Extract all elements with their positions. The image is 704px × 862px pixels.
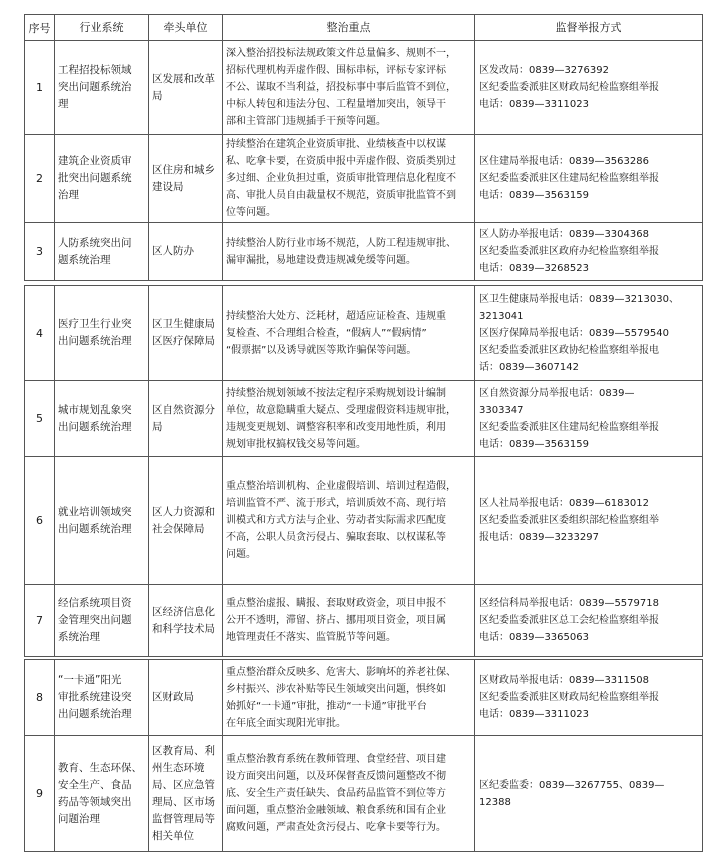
cell-focus-line: 高、审批人员自由裁量权不规范，资质审批监管不到	[226, 190, 456, 201]
cell-focus-line: 重点整治虚报、瞒报、套取财政资金，项目申报不	[226, 598, 446, 609]
cell-lead-line: 区经济信息化	[152, 605, 215, 618]
cell-lead	[149, 41, 223, 135]
cell-lead-line: 建设局	[152, 180, 184, 193]
cell-lead	[149, 457, 223, 585]
cell-report	[475, 135, 703, 223]
table-row	[25, 381, 703, 457]
cell-report-line: 电话：0839—3268523	[479, 263, 589, 274]
cell-lead	[149, 585, 223, 657]
header-row	[25, 15, 703, 41]
cell-focus-line: “假票据”以及诱导就医等欺诈骗保等问题。	[226, 344, 417, 356]
cell-report-line: 电话：0839—3311023	[479, 99, 589, 110]
cell-sector-line: 理	[58, 98, 69, 110]
cell-no: 3	[25, 223, 55, 281]
table-row	[25, 457, 703, 585]
cell-lead-line: 社会保障局	[152, 522, 205, 535]
cell-focus-line: 地管理责任不落实、监管脱节等问题。	[226, 632, 396, 643]
cell-focus-line: 私、吃拿卡要，在资质申报中弄虚作假、资质类别过	[226, 156, 456, 167]
cell-focus-line: 持续整治在建筑企业资质审批、业绩核查中以权谋	[226, 139, 446, 150]
cell-lead	[149, 660, 223, 736]
cell-sector	[55, 736, 149, 852]
cell-lead-line: 局	[152, 420, 163, 433]
cell-report-line: 报电话：0839—3233297	[479, 532, 599, 543]
cell-lead-line: 区住房和城乡	[152, 163, 215, 176]
cell-sector-line: 金管理突出问题	[58, 614, 132, 626]
cell-sector-line: 安全生产、食品	[58, 778, 132, 791]
cell-focus-line: 始抓好“一卡通”审批，推动“一卡通”审批平台	[226, 700, 427, 712]
cell-sector	[55, 381, 149, 457]
cell-sector	[55, 660, 149, 736]
cell-sector	[55, 585, 149, 657]
cell-report	[475, 660, 703, 736]
cell-focus-line: 深入整治招投标法规政策文件总量偏多、规则不一，	[226, 48, 456, 59]
cell-report-line: 区经信科局举报电话：0839—5579718	[479, 598, 659, 609]
cell-report	[475, 381, 703, 457]
cell-no: 9	[25, 736, 55, 852]
cell-report	[475, 41, 703, 135]
cell-sector-line: 题系统治理	[58, 253, 111, 266]
cell-focus-line: 在年底全面实现阳光审批。	[226, 717, 346, 729]
cell-report-line: 12388	[479, 796, 511, 808]
cell-focus	[223, 41, 475, 135]
cell-sector-line: 城市规划乱象突	[58, 403, 132, 416]
cell-report-line: 区自然资源分局举报电话：0839—	[479, 387, 635, 399]
header-sector: 行业系统	[55, 15, 149, 41]
cell-sector-line: 就业培训领域突	[58, 505, 132, 518]
cell-focus-line: 违规变更规划、调整容积率和改变用地性质，利用	[226, 421, 446, 433]
cell-report-line: 区纪委监委派驻区政府办纪检监察组举报	[479, 246, 659, 257]
cell-focus-line: 重点整治群众反映多、危害大、影响坏的养老社保、	[226, 666, 456, 678]
cell-no: 6	[25, 457, 55, 585]
cell-lead-line: 和科学技术局	[152, 622, 215, 635]
cell-sector-line: 出问题系统治理	[58, 708, 132, 720]
cell-report-line: 区住建局举报电话：0839—3563286	[479, 156, 649, 167]
cell-focus-line: 持续整治大处方、泛耗材，超适应证检查、违规重	[226, 310, 446, 322]
cell-report-line: 区纪委监委派驻区政协纪检监察组举报电	[479, 344, 659, 356]
cell-lead-line: 区教育局、利	[152, 744, 215, 757]
cell-report-line: 电话：0839—3311023	[479, 709, 589, 720]
cell-sector-line: 问题治理	[58, 812, 100, 825]
cell-focus-line: 不高，公职人员贪污侵占、骗取套取、以权谋私等	[226, 532, 446, 543]
cell-sector	[55, 286, 149, 381]
cell-lead-line: 监督管理局等	[152, 812, 215, 825]
header-lead: 牵头单位	[149, 15, 223, 41]
cell-focus-line: 面问题，重点整治金融领域、粮食系统和国有企业	[226, 805, 446, 816]
cell-focus-line: 持续整治人防行业市场不规范，人防工程违规审批、	[226, 237, 456, 249]
table-part-1	[24, 14, 703, 281]
cell-focus-line: 乡村振兴、涉农补贴等民生领域突出问题，惧终如	[226, 683, 446, 695]
cell-report-line: 区人防办举报电话：0839—3304368	[479, 229, 649, 240]
cell-sector-line: 出问题系统治理	[58, 335, 132, 347]
cell-focus-line: 持续整治规划领域不按法定程序采购规划设计编制	[226, 387, 446, 399]
cell-no: 5	[25, 381, 55, 457]
cell-sector-line: 出问题系统治理	[58, 420, 132, 433]
cell-lead-line: 区财政局	[152, 691, 194, 703]
cell-lead-line: 州生态环境	[152, 761, 205, 774]
cell-no: 2	[25, 135, 55, 223]
cell-report-line: 区发改局：0839—3276392	[479, 65, 609, 76]
cell-focus-line: 多过细、企业负担过重，资质审批管理信息化程度不	[226, 173, 456, 184]
cell-sector	[55, 223, 149, 281]
table-row	[25, 660, 703, 736]
cell-lead-line: 局	[152, 89, 163, 102]
cell-lead-line: 区自然资源分	[152, 403, 215, 416]
cell-focus	[223, 286, 475, 381]
cell-lead	[149, 286, 223, 381]
cell-lead-line: 区卫生健康局	[152, 318, 215, 330]
cell-sector-line: 出问题系统治理	[58, 522, 132, 535]
cell-lead	[149, 135, 223, 223]
cell-focus-line: 问题。	[226, 549, 256, 560]
cell-focus	[223, 381, 475, 457]
cell-lead-line: 区医疗保障局	[152, 335, 215, 347]
header-no: 序号	[25, 15, 55, 41]
cell-sector-line: 审批系统建设突	[58, 691, 132, 703]
header-report: 监督举报方式	[475, 15, 703, 41]
cell-report-line: 区纪委监委派驻区财政局纪检监察组举报	[479, 692, 659, 703]
cell-lead	[149, 736, 223, 852]
cell-sector-line: 医疗卫生行业突	[58, 318, 132, 330]
cell-report-line: 电话：0839—3563159	[479, 190, 589, 201]
cell-report-line: 区医疗保障局举报电话：0839—5579540	[479, 327, 669, 339]
cell-report-line: 区人社局举报电话：0839—6183012	[479, 498, 649, 509]
cell-focus-line: 规划审批权搞权钱交易等问题。	[226, 438, 366, 450]
table-part-2	[24, 285, 703, 657]
cell-report-line: 话：0839—3607142	[479, 361, 579, 373]
cell-focus-line: 复检查、不合理组合检查，“假病人”“假病情”	[226, 327, 427, 339]
cell-focus	[223, 223, 475, 281]
cell-report-line: 区纪委监委：0839—3267755、0839—	[479, 779, 665, 791]
cell-focus	[223, 585, 475, 657]
table-row	[25, 736, 703, 852]
cell-sector-line: 建筑企业资质审	[58, 155, 132, 167]
cell-report	[475, 457, 703, 585]
cell-report-line: 区财政局举报电话：0839—3311508	[479, 675, 649, 686]
cell-focus	[223, 736, 475, 852]
cell-no: 8	[25, 660, 55, 736]
cell-sector-line: “一卡通”阳光	[58, 674, 122, 686]
cell-report	[475, 286, 703, 381]
cell-focus-line: 漏审漏批，易地建设费违规减免缓等问题。	[226, 254, 416, 266]
cell-no: 7	[25, 585, 55, 657]
cell-lead-line: 局、区应急管	[152, 778, 215, 791]
table-row	[25, 286, 703, 381]
table-part-3	[24, 659, 703, 852]
cell-report-line: 区纪委监委派驻区住建局纪检监察组举报	[479, 421, 659, 433]
cell-focus-line: 不公、谋取不当利益，招投标事中事后监管不到位，	[226, 82, 456, 93]
cell-sector-line: 教育、生态环保、	[58, 761, 142, 774]
cell-focus-line: 重点整治教育系统在教师管理、食堂经营、项目建	[226, 754, 446, 765]
table-row	[25, 135, 703, 223]
cell-focus-line: 腐败问题，严肃查处贪污侵占、吃拿卡要等行为。	[226, 822, 446, 833]
cell-sector-line: 系统治理	[58, 631, 100, 643]
cell-sector	[55, 135, 149, 223]
cell-lead	[149, 381, 223, 457]
table-row	[25, 223, 703, 281]
cell-focus	[223, 660, 475, 736]
cell-focus-line: 设方面突出问题，以及环保督查反馈问题整改不彻	[226, 771, 446, 782]
cell-no: 1	[25, 41, 55, 135]
cell-focus-line: 训模式和方式方法与企业、劳动者实际需求匹配度	[226, 515, 446, 526]
cell-focus-line: 中标人转包和违法分包、工程量增加突出，领导干	[226, 99, 446, 110]
cell-report	[475, 223, 703, 281]
cell-focus	[223, 135, 475, 223]
cell-focus-line: 培训监管不严、流于形式，培训质效不高、现行培	[226, 498, 446, 509]
cell-report-line: 电话：0839—3365063	[479, 632, 589, 643]
cell-no: 4	[25, 286, 55, 381]
cell-focus-line: 招标代理机构弄虚作假、围标串标，评标专家评标	[226, 65, 446, 76]
cell-report-line: 区卫生健康局举报电话：0839—3213030、	[479, 293, 679, 305]
cell-sector	[55, 41, 149, 135]
cell-report-line: 区纪委监委派驻区住建局纪检监察组举报	[479, 173, 659, 184]
cell-report-line: 区纪委监委派驻区财政局纪检监察组举报	[479, 82, 659, 93]
cell-focus-line: 部和主管部门违规插手干预等问题。	[226, 116, 386, 127]
table-row	[25, 41, 703, 135]
cell-report-line: 3213041	[479, 310, 524, 322]
cell-sector-line: 药品等领域突出	[58, 795, 132, 808]
table-row	[25, 585, 703, 657]
cell-report-line: 区纪委监委派驻区委组织部纪检监察组举	[479, 515, 659, 526]
cell-lead-line: 区人力资源和	[152, 505, 215, 518]
cell-sector-line: 工程招投标领域	[58, 64, 132, 76]
cell-sector	[55, 457, 149, 585]
cell-report-line: 区纪委监委派驻区总工会纪检监察组举报	[479, 615, 659, 626]
cell-focus-line: 重点整治培训机构、企业虚假培训、培训过程造假，	[226, 481, 456, 492]
cell-report-line: 电话：0839—3563159	[479, 438, 589, 450]
cell-report-line: 3303347	[479, 404, 524, 416]
cell-lead-line: 理局、区市场	[152, 795, 215, 808]
cell-focus-line: 底、安全生产责任缺失、食品药品监管不到位等方	[226, 788, 446, 799]
cell-sector-line: 突出问题系统治	[58, 81, 132, 93]
cell-sector-line: 治理	[58, 189, 79, 201]
cell-focus-line: 位等问题。	[226, 207, 276, 218]
cell-focus-line: 公开不透明，滞留、挤占、挪用项目资金，项目属	[226, 615, 446, 626]
cell-focus-line: 单位，故意隐瞒重大疑点、受理虚假资料违规审批，	[226, 404, 456, 416]
cell-lead-line: 相关单位	[152, 829, 194, 842]
cell-sector-line: 批突出问题系统	[58, 172, 132, 184]
cell-report	[475, 585, 703, 657]
cell-report	[475, 736, 703, 852]
cell-sector-line: 经信系统项目资	[58, 597, 132, 609]
header-focus: 整治重点	[223, 15, 475, 41]
cell-lead-line: 区发展和改革	[152, 72, 215, 85]
cell-sector-line: 人防系统突出问	[58, 236, 132, 249]
cell-focus	[223, 457, 475, 585]
cell-lead-line: 区人防办	[152, 245, 194, 257]
cell-lead	[149, 223, 223, 281]
